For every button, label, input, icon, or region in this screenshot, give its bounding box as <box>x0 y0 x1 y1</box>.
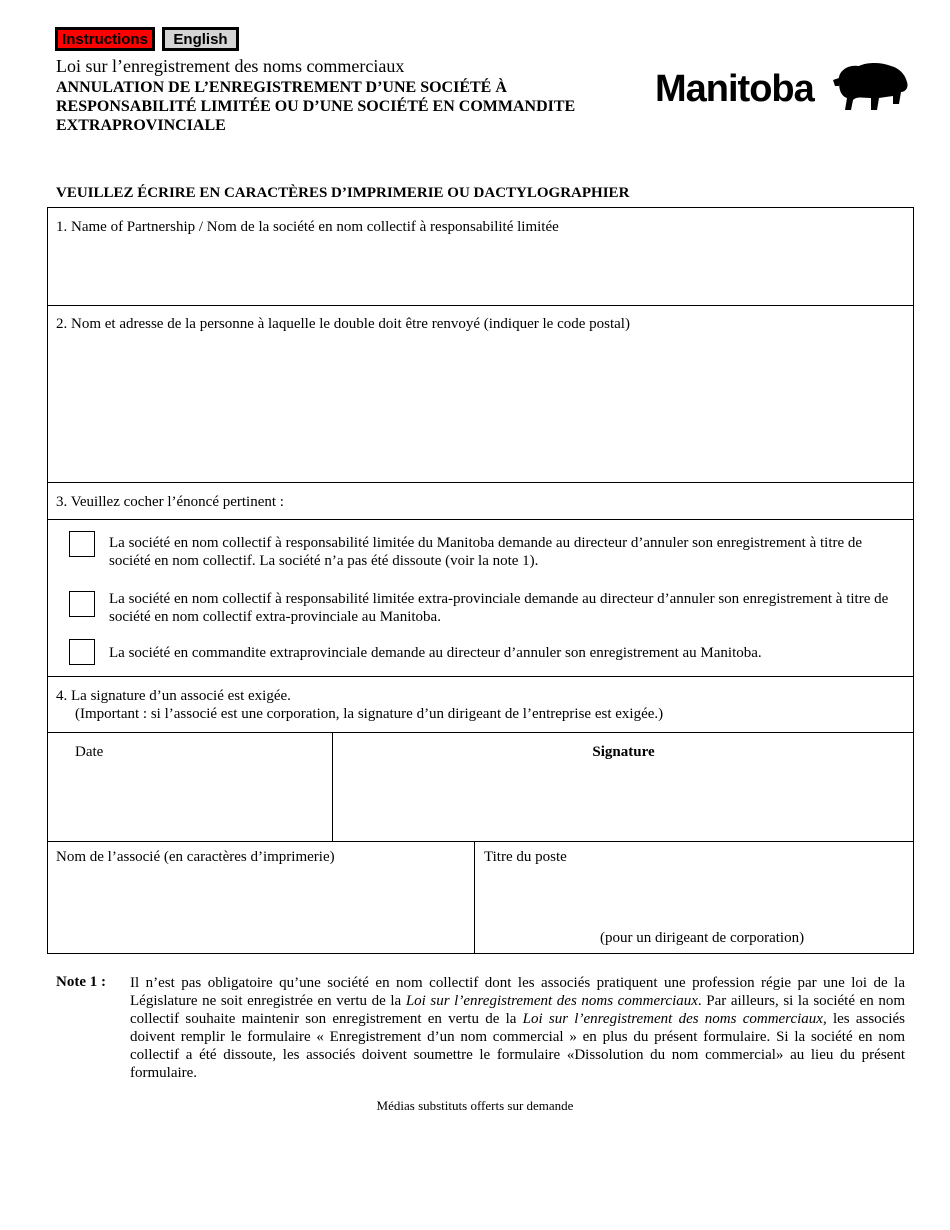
alternate-formats-note: Médias substituts offerts sur demande <box>376 1098 574 1113</box>
note-text-2: . Par ailleurs, si la société en nom collectif souhaite maintenir son enregistrement en vertu de la <box>130 993 906 1027</box>
q1-label: 1. Name of Partnership / Nom de la société en nom collectif à responsabilité limitée <box>56 219 559 235</box>
logo-text: Manitoba <box>655 68 814 110</box>
q2-label: 2. Nom et adresse de la personne à laquelle le double doit être renvoyé (indiquer le code postal) <box>56 316 630 332</box>
manitoba-logo <box>655 58 910 118</box>
note-body <box>130 974 905 1082</box>
q4-label: 4. La signature d’un associé est exigée. <box>56 688 291 704</box>
position-label: Titre du poste <box>484 849 567 865</box>
signature-field[interactable] <box>337 764 909 838</box>
note-act-title-1: Loi sur l’enregistrement des noms commerciaux <box>405 993 698 1009</box>
note-label: Note 1 : <box>56 974 106 990</box>
option-3-checkbox[interactable] <box>69 639 95 665</box>
form-title: ANNULATION DE L’ENREGISTREMENT D’UNE SOCIÉTÉ À RESPONSABILITÉ LIMITÉE OU D’UNE SOCIÉTÉ EN COMMANDITE EXTRAPROVINCIALE <box>56 79 576 134</box>
bison-icon <box>833 60 911 114</box>
option-1-checkbox[interactable] <box>69 531 95 557</box>
note-text-1: Il n’est pas obligatoire qu’une société en nom collectif dont les associés pratiquent une profession régie par une loi de la Législature ne soit enregistrée en vertu de la <box>130 975 905 1009</box>
cancellation-form <box>47 207 914 954</box>
option-2-checkbox[interactable] <box>69 591 95 617</box>
position-field[interactable] <box>479 870 909 926</box>
date-field[interactable] <box>52 764 328 838</box>
partner-name-label: Nom de l’associé (en caractères d’imprimerie) <box>56 849 335 865</box>
position-note: (pour un dirigeant de corporation) <box>600 930 805 946</box>
option-1-label: La société en nom collectif à responsabilité limitée du Manitoba demande au directeur d’annuler son enregistrement à titre de société en nom collectif. La société n’a pas été dissoute (voir la note 1). <box>109 535 863 569</box>
partnership-name-field[interactable] <box>52 240 909 302</box>
instructions-button[interactable]: Instructions <box>56 28 154 50</box>
option-3-label: La société en commandite extraprovinciale demande au directeur d’annuler son enregistrement au Manitoba. <box>109 645 762 661</box>
english-button[interactable]: English <box>163 28 238 50</box>
return-address-field[interactable] <box>52 338 909 478</box>
print-instruction: VEUILLEZ ÉCRIRE EN CARACTÈRES D’IMPRIMERIE OU DACTYLOGRAPHIER <box>56 185 630 201</box>
note-act-title-2: Loi sur l’enregistrement des noms commerciaux, <box>522 1011 827 1027</box>
act-name: Loi sur l’enregistrement des noms commerciaux <box>56 56 405 76</box>
note-text-3: les associés doivent remplir le formulaire « Enregistrement d’un nom commercial » en plus du présent formulaire. Si la société en nom collectif a été dissoute, les associés doivent soumettre le formulaire «Dissolution du nom commercial» au lieu du présent formulaire. <box>130 1011 905 1081</box>
signature-label: Signature <box>592 744 655 760</box>
date-label: Date <box>75 744 104 760</box>
partner-name-field[interactable] <box>52 870 470 950</box>
q3-label: 3. Veuillez cocher l’énoncé pertinent : <box>56 494 284 510</box>
option-2-label: La société en nom collectif à responsabilité limitée extra-provinciale demande au directeur d’annuler son enregistrement à titre de société en nom collectif extra-provinciale au Manitoba. <box>109 591 889 625</box>
q4-important: (Important : si l’associé est une corporation, la signature d’un dirigeant de l’entreprise est exigée.) <box>75 706 664 722</box>
